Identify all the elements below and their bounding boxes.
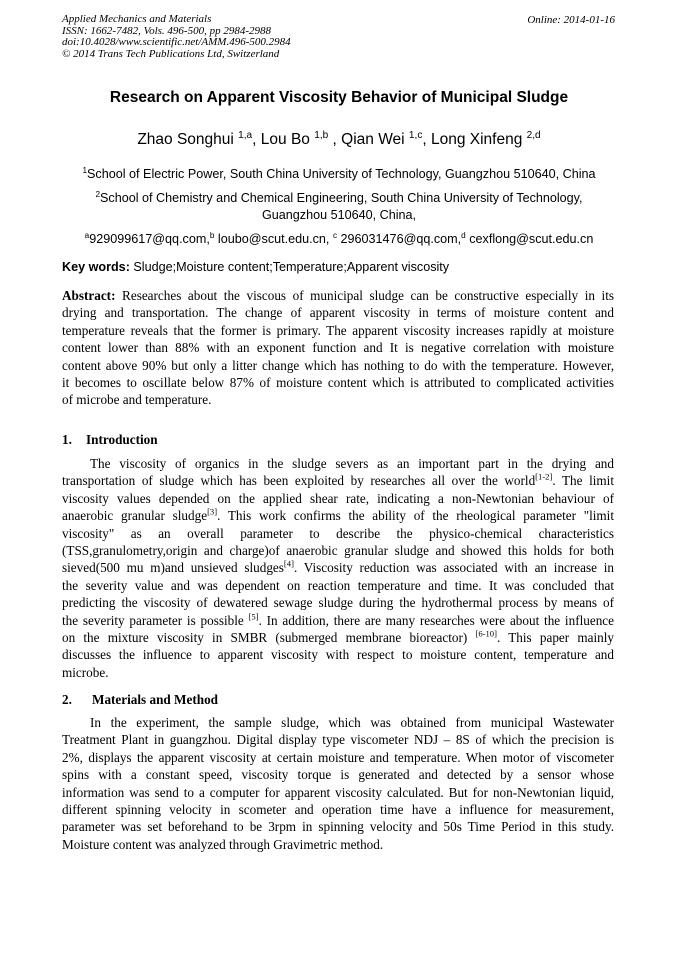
section-number: 1.: [62, 432, 72, 447]
email-marker: d: [461, 230, 466, 240]
citation: [6-10]: [475, 628, 497, 639]
text-span: Moisture content was analyzed through Gravimetric method.: [62, 836, 384, 852]
author-separator: ,: [252, 131, 261, 148]
affiliation-marker: 2: [95, 189, 100, 199]
author-name: Zhao Songhui: [137, 131, 239, 148]
affiliation-marker: 1: [82, 165, 88, 175]
section-heading: [62, 432, 158, 448]
text-line: [62, 714, 614, 731]
keywords: [62, 260, 449, 274]
section-title: Materials and Method: [92, 692, 219, 707]
citation: [4]: [283, 558, 294, 569]
section-body: [62, 455, 614, 681]
author-separator: ,: [328, 131, 342, 148]
text-span: . This paper mainly: [496, 629, 614, 645]
text-span: spins with a constant speed, viscosity torque is generated and detected by a sensor whose: [62, 767, 614, 783]
text-line: [62, 374, 614, 391]
text-span: 2%, displays the apparent viscosity at certain moisture and temperature. When motor of viscometer: [62, 749, 614, 765]
text-line: [62, 784, 614, 801]
author-name: Qian Wei: [341, 131, 409, 148]
author-affiliation-marker: 1,b: [314, 129, 329, 141]
affiliation-text: School of Chemistry and Chemical Engineering, South China University of Technology,: [100, 191, 583, 205]
author-separator: ,: [422, 131, 431, 148]
text-span: transportation of sludge which has been exploited by researches all over the world: [62, 473, 536, 489]
affiliation-2: [0, 190, 678, 224]
text-span: . The limit: [552, 473, 614, 489]
text-span: drying and transportation. The change of apparent viscosity in terms of moisture content and: [62, 305, 614, 321]
text-line: [62, 577, 614, 594]
text-span: content above 90% but only a litter change which has nothing to do with the temperature. However,: [62, 357, 614, 373]
text-span: . Viscosity reduction was associated with an increase in: [293, 560, 614, 576]
email-list: [0, 231, 678, 248]
text-span: it becomes to oscillate below 87% of moisture content which is attributed to complicated activities: [62, 374, 614, 390]
text-line: [62, 612, 614, 629]
author-affiliation-marker: 2,d: [526, 129, 541, 141]
text-span: microbe.: [62, 664, 109, 680]
issn: ISSN: 1662-7482, Vols. 496-500, pp 2984-2988: [62, 24, 271, 37]
text-line: [62, 731, 614, 748]
abstract-label: Abstract:: [62, 288, 116, 303]
citation: [5]: [248, 611, 259, 622]
text-span: discusses the influence to apparent viscosity with respect to moisture content, temperature and: [62, 647, 614, 663]
author-list: [0, 131, 678, 149]
email-address: 296031476@qq.com,: [337, 232, 462, 246]
text-span: temperature reveals that the former is primary. The apparent viscosity increases rapidly at moisture: [62, 322, 614, 338]
text-line: [62, 629, 614, 646]
text-line: [62, 287, 614, 304]
email-address: 929099617@qq.com,: [89, 232, 210, 246]
text-span: Researches about the viscous of municipal sludge can be constructive especially in its: [115, 288, 614, 303]
text-span: the severity value and was dependent on reaction temperature and time. It was concluded that: [62, 577, 614, 593]
text-line: [62, 542, 614, 559]
text-line: [62, 646, 614, 663]
keywords-text: Sludge;Moisture content;Temperature;Apparent viscosity: [129, 260, 450, 274]
text-span: of microbe and temperature.: [62, 392, 212, 408]
author-name: Lou Bo: [260, 131, 315, 148]
text-line: [62, 836, 614, 853]
text-span: . In addition, there are many researches were about the influence: [258, 612, 614, 628]
text-span: In the experiment, the sample sludge, which was obtained from municipal Wastewater: [90, 715, 614, 730]
author-affiliation-marker: 1,c: [408, 129, 423, 141]
text-span: information was send to a computer for apparent viscosity calculated. But for non-Newtonian liquid,: [62, 784, 614, 800]
section-heading: [62, 692, 218, 708]
affiliation-text: School of Electric Power, South China University of Technology, Guangzhou 510640, China: [87, 167, 596, 181]
paper-title: Research on Apparent Viscosity Behavior of Municipal Sludge: [109, 89, 569, 106]
affiliation-1: [0, 166, 678, 183]
text-span: sieved(500 mu m)and unsieved sludges: [62, 560, 284, 576]
author-affiliation-marker: 1,a: [238, 129, 253, 141]
text-line: [62, 455, 614, 472]
email-address: cexflong@scut.edu.cn: [465, 232, 594, 246]
text-span: The viscosity of organics in the sludge severs as an important part in the drying and: [90, 456, 614, 471]
text-line: [62, 594, 614, 611]
email-marker: b: [209, 230, 215, 240]
text-line: [62, 490, 614, 507]
text-line: [62, 472, 614, 489]
citation: [3]: [207, 506, 218, 517]
journal-name: Applied Mechanics and Materials: [62, 13, 212, 25]
text-line: [62, 322, 614, 339]
text-line: [62, 525, 614, 542]
text-line: [62, 391, 614, 408]
text-line: [62, 339, 614, 356]
section-title: Introduction: [86, 432, 158, 447]
text-line: [62, 664, 614, 681]
email-marker: c: [332, 230, 338, 240]
text-span: the severity parameter is possible: [62, 612, 249, 628]
email-marker: a: [84, 230, 90, 240]
text-line: [62, 766, 614, 783]
text-span: different spinning velocity in scometer and operation time have a influence for measurement,: [62, 801, 614, 817]
text-line: [62, 801, 614, 818]
affiliation-text: Guangzhou 510640, China,: [261, 208, 417, 222]
online-date: Online: 2014-01-16: [527, 14, 615, 26]
text-line: [62, 818, 614, 835]
text-span: content lower than 88% with an exponent function and It is negative correlation with moisture: [62, 340, 614, 356]
text-line: [62, 749, 614, 766]
text-span: Treatment Plant in guangzhou. Digital display type viscometer NDJ – 8S of which the precision is: [62, 732, 614, 748]
text-span: viscosity values depended on the applied shear rate, indicating a non-Newtonian behaviour of: [62, 490, 614, 506]
author-name: Long Xinfeng: [430, 131, 527, 148]
text-span: on the mixture viscosity in SMBR (submerged membrane bioreactor): [62, 629, 476, 645]
text-span: anaerobic granular sludge: [62, 508, 208, 524]
email-address: loubo@scut.edu.cn,: [214, 232, 333, 246]
section-body: [62, 714, 614, 853]
abstract: [62, 287, 614, 409]
text-span: viscosity" as an overall parameter to describe the physico-chemical characteristics: [62, 525, 614, 541]
journal-header: [62, 14, 291, 61]
text-span: (TSS,granulometry,origin and charge)of anaerobic granular sludge and showed this holds for both: [62, 542, 614, 558]
text-line: [62, 559, 614, 576]
citation: [1-2]: [535, 472, 553, 482]
text-line: [62, 304, 614, 321]
text-span: parameter was set beforehand to be 3rpm in spinning velocity and 50s Time Period in this study.: [62, 819, 614, 835]
text-line: [62, 357, 614, 374]
doi: doi:10.4028/www.scientific.net/AMM.496-500.2984: [62, 36, 291, 49]
copyright: © 2014 Trans Tech Publications Ltd, Switzerland: [62, 48, 280, 61]
keywords-label: Key words:: [62, 260, 130, 274]
section-number: 2.: [62, 692, 72, 707]
text-line: [62, 507, 614, 524]
text-span: . This work confirms the ability of the rheological parameter "limit: [217, 508, 614, 524]
text-span: predicting the viscosity of dewatered sewage sludge during the hydrothermal process by means of: [62, 595, 614, 611]
